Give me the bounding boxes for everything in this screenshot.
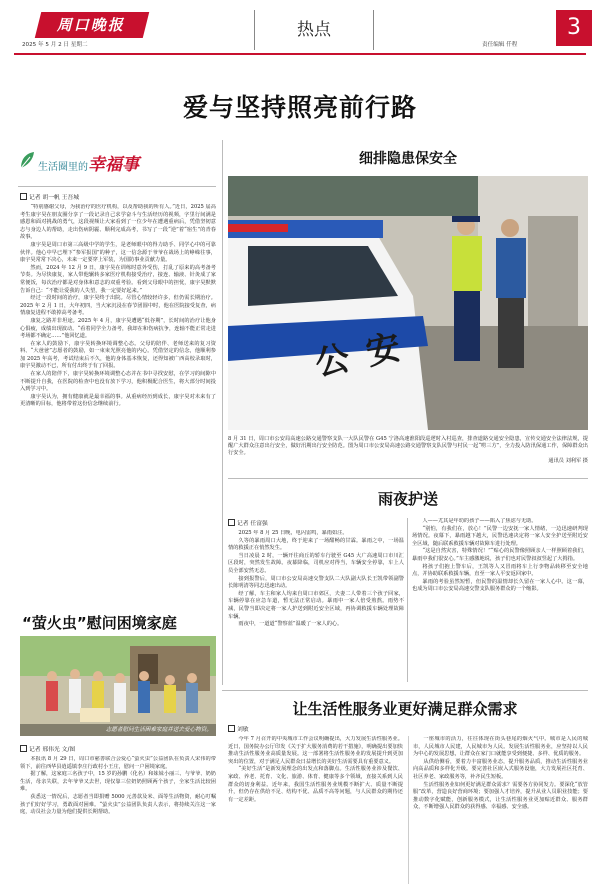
story1-body — [20, 204, 216, 604]
story4-body-col2 — [412, 518, 588, 682]
story2-author: 记者 邢伟光 文/图 — [20, 744, 75, 753]
story1-author: 记者 胡一帆 王吾城 — [20, 192, 79, 201]
story1-paragraph: 康宇昊认为，拥有健康就是最幸福的事。从重病经历到成长，康宇昊对未来有了更清晰的目标，他将带着这份信念继续前行。 — [20, 393, 216, 408]
story2-paragraph: 据了解，这家庭三名孩子中，15 岁的孙鹏（化名）和妹妹小丽三、与爷爷、奶奶生活，母亲失联，去年爷爷又去世，现仅靠三位奶奶照顾两个孩子，全家生活比较困难。 — [20, 771, 216, 793]
column-divider — [407, 518, 408, 682]
column-label-prefix: 生活圈里的 — [38, 162, 88, 173]
story5-paragraph: 今年 7 月召开的中央城市工作会议明确提出，大力发展生活性服务业。近日，国务院办公厅印发《关于扩大服务消费的若干措施》，明确提出要加快推动生活性服务业高质量发展。这一部署将生活性服务业的发展提升到更加突出的位置，对于满足人民群众日益增长的美好生活需要具有重要意义。 — [228, 736, 403, 765]
story5-paragraph: 从供给侧看，要着力丰富服务业态，提升服务品质，推动生活性服务业向高品质和多样化升级。要完善社区嵌入式服务设施，大力发展社区托育、社区养老、家政服务等，补齐民生短板。 — [413, 758, 588, 780]
story4-paragraph: “这是自然灾害，特殊情况！”“贴心的民警像照顾亲人一样照顾着我们，暴雨中我们很安心。”车主感激地说，孩子们也对民警叔叔竖起了大拇指。 — [412, 548, 588, 562]
story5-body — [228, 736, 588, 884]
divider — [222, 690, 588, 691]
story3-title: 细排隐患保安全 — [359, 151, 457, 167]
story2-title: “萤火虫”慰问困境家庭 — [22, 614, 177, 632]
story1-paragraph: 康复之路并非坦途。2025 年 4 月，康宇昊遭遇“低谷期”，长时间的治疗让他身心俱疲，成绩出现波动。“看着同学全力备考，我却在和伤病抗争，连轴不能正常走进考场都不确定……”他回忆道。 — [20, 317, 216, 340]
page-number: 3 — [556, 10, 592, 46]
story4-body-col1 — [228, 530, 404, 682]
story2-body — [20, 756, 216, 884]
story4-paragraph: 暴雨的考验虽然短暂，但民警的温情却长久留在一家人心中。这一幕，也成为周口市公安局高速交警支队服务群众的一个缩影。 — [412, 578, 588, 593]
story3-photo — [228, 176, 588, 430]
column-label-suffix: 幸福事 — [88, 155, 139, 175]
story5-title: 让生活性服务业更好满足群众需求 — [292, 700, 518, 718]
story4-paragraph: 雨夜中，一道道“警察蓝”温暖了一家人的心。 — [238, 621, 343, 628]
dateline: 2025 年 5 月 2 日 星期二 — [22, 42, 88, 48]
page-headline: 爱与坚持照亮前行路 — [182, 93, 417, 122]
story5-author: 刘敏 — [228, 724, 249, 733]
police-car-lettering: 公安 — [311, 323, 422, 385]
story2-paragraph: 本报讯 8 月 29 日，周口市慈善联合会爱心“萤火虫”公益团队在负责人宋伟的带领下，前往西华县逍遥镇李庄行政村小王庄，慰问一户困境家庭。 — [20, 756, 216, 770]
divider — [228, 478, 588, 479]
column-label — [18, 148, 218, 184]
story4-paragraph: 当日凌晨 2 时，一辆开往商丘的轿车行驶至 G45 大广高速周口市川汇区段时，突然发生故障。夜幕降临，司机应对得当，车辆安全停靠，车上人员全部安然无恙。 — [228, 552, 404, 574]
police-patrol-photo — [228, 176, 588, 430]
divider — [18, 186, 216, 187]
story4-paragraph: 2025 年 8 月 25 日晚，电闪雷鸣，暴雨如注。 — [238, 530, 348, 536]
story4-paragraph: “别怕，有我们在，放心！”民警一边安抚一家人情绪，一边迅速研判现场情况。夜幕下，暴雨越下越大，民警迅速决定将一家人安全护送至附近安全区域，随后联系救援车辆对故障车进行处理。 — [412, 525, 588, 547]
story4-title: 雨夜护送 — [377, 490, 438, 508]
newspaper-logo: 周口晚报 — [35, 12, 149, 38]
story4-paragraph: 将孩子们抱上警车后，王凯等人又冒雨将车上行李物品转移至安全地点，并协助联系救援车辆，直至一家人平安返回家中。 — [412, 563, 588, 578]
story4-paragraph: 经了解，车主和家人均来自周口市郊区，夫妻二人带着三个孩子回家，车辆停靠在应急车道，暂无法正常启动。暴雨中一家人倍受煎熬。雨势不减，民警当即决定将一家人护送到附近安全区域，再协调救援车辆处理故障车辆。 — [228, 590, 404, 620]
section-title: 热点 — [254, 10, 374, 50]
story5-paragraph: 生活性服务业如何更好满足群众需求？需要各方协同发力。要深化“放管服”改革，营造良好营商环境；要加强人才培养，提升从业人员职业技能；要推动数字化赋能，创新服务模式，让生活性服务业更加贴近群众、服务群众，不断增强人民群众的获得感、幸福感、安全感。 — [413, 781, 588, 811]
masthead — [8, 8, 592, 58]
editor-credit: 责任编辑 仟程 — [482, 42, 518, 48]
story1-paragraph: 然而，2024 年 12 月 9 日，康宇昊在训练时意外受伤，打乱了原来的高考备考节奏。为尽快康复，家人带他辗转多家医疗机构接受治疗，接连、输液、针灸成了家常便饭，每次治疗都是对身体和意志的双重考验。看到父母眼中的担忧，康宇昊默默告诉自己：“不能让爱我的人失望，我一定要好起来。” — [20, 264, 216, 294]
story1-paragraph: 经过一段时间的治疗，康宇昊终于出院。尽管心情较轻许多，但仍需长期治疗。2025 年 2 月 1 日，大年初四，当大家沉浸在春节团圆中时，他在医院接受复查，病情康复进程不敢掉高考备考。 — [20, 295, 216, 317]
story1-paragraph: 康宇昊是周口市第三高级中学的学生，是老师眼中的得力助手、同学心中的可靠伙伴。他心中早已埋下“参军报国”的种子，这一信念源于爷爷在战场上的峥嵘往事，康宇昊常常下决心，未来一定要穿上军装，为国防事业贡献力量。 — [20, 241, 216, 264]
story1-paragraph: 在家人的鼓励下，康宇昊转换环境调整心态。父母的陪伴、老师送来的复习资料、“大爸爸”志愿者的鼓励，如一束束光照亮他的内心。凭借坚定的信念，他顺利参加 2025 年高考，考试结束后不久，他的身体基本恢复，还得知被广西高校录取时，康宇昊激动不已，所有付出终于有了回报。 — [20, 340, 216, 370]
story2-paragraph: 获悉这一情况后，志愿者当即捐赠 5000 元善款及米、面等生活物资，耐心叮嘱孩子们好好学习，勇敢面对困难。“萤火虫”公益团队负责人表示，将持续关注这一家庭，动员社会力量为他们提供长期帮助。 — [20, 793, 216, 816]
story2-photo — [20, 636, 216, 736]
story2-caption: 志愿者慰问生活困难家庭并送去爱心物资。 — [20, 724, 216, 736]
leaf-icon — [18, 150, 36, 170]
story4-paragraph: 久等的暴雨周口大地，终于迎来了一场酣畅的甘霖。暴雨之中，一场温情的救援正在悄然发生。 — [228, 537, 404, 552]
story1-paragraph: “特别感谢父母，为我治疗的医疗机构，以及帮助我的所有人。”近日，2025 届高考生康宇昊在朋友圈分享了一段记录自己求学奋斗与生活经历的视频，字里行间满是感恩和面对挑战的勇气，这段视频让大家看到了一位少年在遭遇重病后，凭借坚韧意志与身边人的帮助，走出伤病阴霾、顺利完成高考，书写了一段“逆”着“宿生”的青春故事。 — [20, 204, 216, 241]
volunteers-photo — [20, 636, 216, 736]
story3-caption: 8 月 31 日，周口市公安局高速公路交通警察支队一大队民警在 G45 宁洛高速淮阳段巡逻时入村巡查，排查道路交通安全隐患，宣传交通安全法律法规，提醒广大群众注意出行安全，做好汛期出行安全防范。图为周口市公安局高速公路交通警察支队民警与村民一起“唠三方”，全力投入防汛保通工作，保障群众出行安全。 — [228, 436, 588, 457]
story4-author: 记者 任富强 — [228, 518, 268, 527]
story1-paragraph: 在家人的陪伴下，康宇昊转换环境调整心态并在书中寻找安慰，在学习的间隙中不断提升自我，在医院的检查中也没有放下学习，他积极配合医生，将大部分时间投入到学习中。 — [20, 371, 216, 393]
masthead-rule — [14, 53, 586, 55]
story5-paragraph: “美好生活”是新发展理念的出发点和落脚点。生活性服务业涉及餐饮、家政、养老、托育、文化、旅游、体育、健康等多个领域，直接关系到人民群众的切身利益。近年来，我国生活性服务业规模不断扩大、质量不断提升，但仍存在供给不足、结构不优、品质不高等问题，与人民群众的期待还有一定差距。 — [228, 766, 403, 803]
story4-paragraph: 接到报警后，周口市公安局高速交警支队二大队副大队长王凯带领副警长陈明清等同志迅速出动。 — [228, 575, 404, 590]
story4-paragraph: 人——尤其是年幼的孩子——陷入了焦虑与无助。 — [422, 518, 537, 524]
column-divider — [222, 140, 223, 685]
story5-paragraph: 一座城市的活力，往往体现在街头巷尾的烟火气中。城市是人民的城市，人民城市人民建，人民城市为人民。发展生活性服务业，应坚持以人民为中心的发展思想，让群众在家门口就能享受到便捷、多样、优质的服务。 — [413, 736, 588, 758]
story3-credit: 通讯员 刘利军 摄 — [548, 458, 588, 464]
